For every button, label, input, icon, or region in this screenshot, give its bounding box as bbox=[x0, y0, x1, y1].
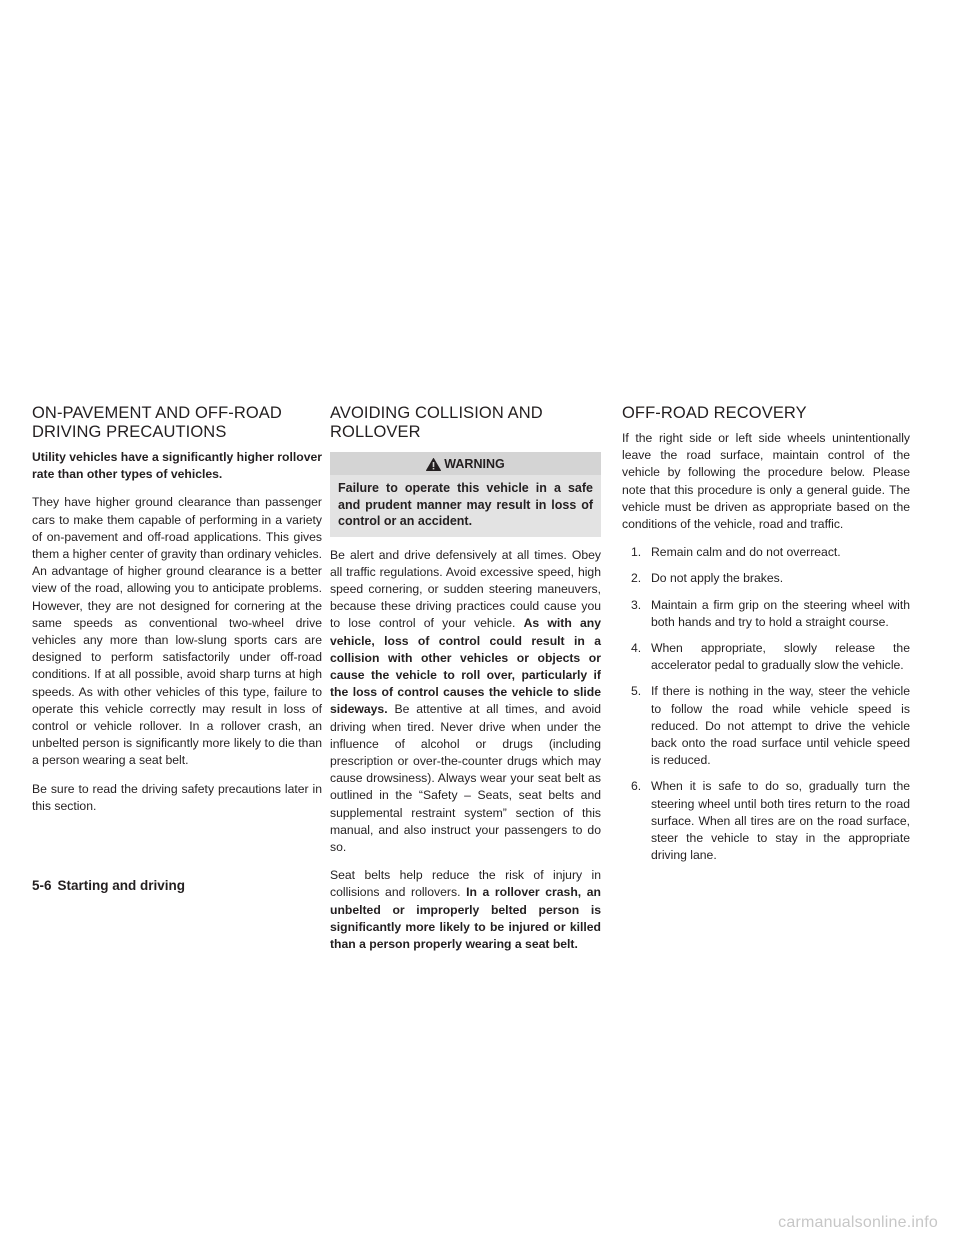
column-avoiding-collision bbox=[330, 404, 601, 953]
list-item bbox=[622, 544, 910, 561]
section-title: Starting and driving bbox=[57, 878, 186, 893]
step-number: 5. bbox=[631, 684, 642, 699]
step-number: 1. bbox=[631, 545, 642, 560]
step-text: Do not apply the brakes. bbox=[651, 571, 784, 586]
step-number: 4. bbox=[631, 641, 642, 656]
list-item bbox=[622, 778, 910, 864]
warning-triangle-icon bbox=[426, 458, 441, 471]
warning-text: Failure to operate this vehicle in a safe and prudent manner may result in loss of control or an accident. bbox=[338, 481, 593, 528]
step-text: Maintain a firm grip on the steering wheel with both hands and try to hold a straight course. bbox=[651, 597, 910, 629]
warning-box bbox=[330, 452, 601, 537]
step-text: When appropriate, slowly release the accelerator pedal to gradually slow the vehicle. bbox=[651, 641, 910, 673]
section-heading: OFF-ROAD RECOVERY bbox=[622, 404, 807, 422]
section-heading bbox=[32, 404, 322, 442]
step-number: 6. bbox=[631, 779, 642, 794]
heading-line-1: AVOIDING COLLISION AND bbox=[330, 404, 543, 422]
step-number: 3. bbox=[631, 597, 642, 612]
column-off-road-recovery bbox=[622, 404, 910, 873]
list-item bbox=[622, 640, 910, 674]
body-paragraph: They have higher ground clearance than passenger cars to make them capable of performing in a variety of on-pavement and off-road applications. This gives them a higher center of gravity than ordinary vehicles. An advantage of higher ground clearance is a better view of the road, allowing you to anticipate problems. However, they are not designed for cornering at the same speeds as conventional two-wheel drive vehicles any more than low-slung sports cars are designed to perform satisfactorily under off-road conditions. If at all possible, avoid sharp turns at high speeds. As with other vehicles of this type, failure to operate this vehicle correctly may result in loss of control or vehicle rollover. In a rollover crash, an unbelted person is significantly more likely to die than a person wearing a seat belt. bbox=[32, 495, 322, 768]
watermark: carmanualsonline.info bbox=[778, 1214, 938, 1231]
body-paragraph: If the right side or left side wheels unintentionally leave the road surface, maintain control of the vehicle by following the procedure below. Please note that this procedure is only a general guide. The vehicle must be driven as appropriate based on the conditions of the vehicle, road and traffic. bbox=[622, 431, 910, 532]
bold-text-run: In a rollover crash, an unbelted or improperly belted person is significantly more likely to be injured or killed than a person properly wearing a seat belt. bbox=[330, 885, 601, 951]
heading-line-2: DRIVING PRECAUTIONS bbox=[32, 423, 227, 441]
body-paragraph: Be sure to read the driving safety precautions later in this section. bbox=[32, 781, 322, 813]
step-text: If there is nothing in the way, steer the vehicle to follow the road while vehicle speed is reduced. Do not attempt to drive the vehicle back onto the road surface until vehicle speed is reduced. bbox=[651, 684, 910, 768]
page-footer bbox=[32, 878, 185, 894]
text-run: Be alert and drive defensively at all times. Obey all traffic regulations. Avoid excessive speed, high speed cornering, or sudden steering maneuvers, because these driving practices could cause you to lose control of your vehicle. bbox=[330, 547, 601, 631]
column-driving-precautions bbox=[32, 404, 322, 815]
body-paragraph bbox=[330, 867, 601, 953]
page-number: 5-6 bbox=[32, 878, 52, 893]
list-item bbox=[622, 683, 910, 769]
text-run: Seat belts help reduce the risk of injury in collisions and rollovers. bbox=[330, 868, 601, 900]
list-item bbox=[622, 570, 910, 587]
heading-line-1: ON-PAVEMENT AND OFF-ROAD bbox=[32, 404, 282, 422]
warning-header bbox=[330, 452, 601, 475]
intro-bold-paragraph: Utility vehicles have a significantly higher rollover rate than other types of vehicles. bbox=[32, 450, 322, 482]
step-number: 2. bbox=[631, 571, 642, 586]
bold-text-run: As with any vehicle, loss of control could result in a collision with other vehicles or objects or cause the vehicle to roll over, particularly if the loss of control causes the vehicle to slide sideways. bbox=[330, 616, 601, 717]
warning-title: WARNING bbox=[444, 457, 505, 471]
text-run: Be attentive at all times, and avoid driving when tired. Never drive when under the influence of alcohol or drugs (including prescription or over-the-counter drugs which may cause drowsiness). Always wear your seat belt as outlined in the “Safety – Seats, seat belts and supplemental restraint system” section of this manual, and also instruct your passengers to do so. bbox=[330, 702, 601, 854]
recovery-steps-list bbox=[622, 544, 910, 864]
step-text: Remain calm and do not overreact. bbox=[651, 545, 841, 560]
heading-line-2: ROLLOVER bbox=[330, 423, 421, 441]
section-heading bbox=[330, 404, 601, 442]
list-item bbox=[622, 597, 910, 631]
body-paragraph bbox=[330, 547, 601, 857]
step-text: When it is safe to do so, gradually turn the steering wheel until both tires return to the road surface. When all tires are on the road surface, steer the vehicle to stay in the appropriate driving lane. bbox=[651, 779, 910, 863]
